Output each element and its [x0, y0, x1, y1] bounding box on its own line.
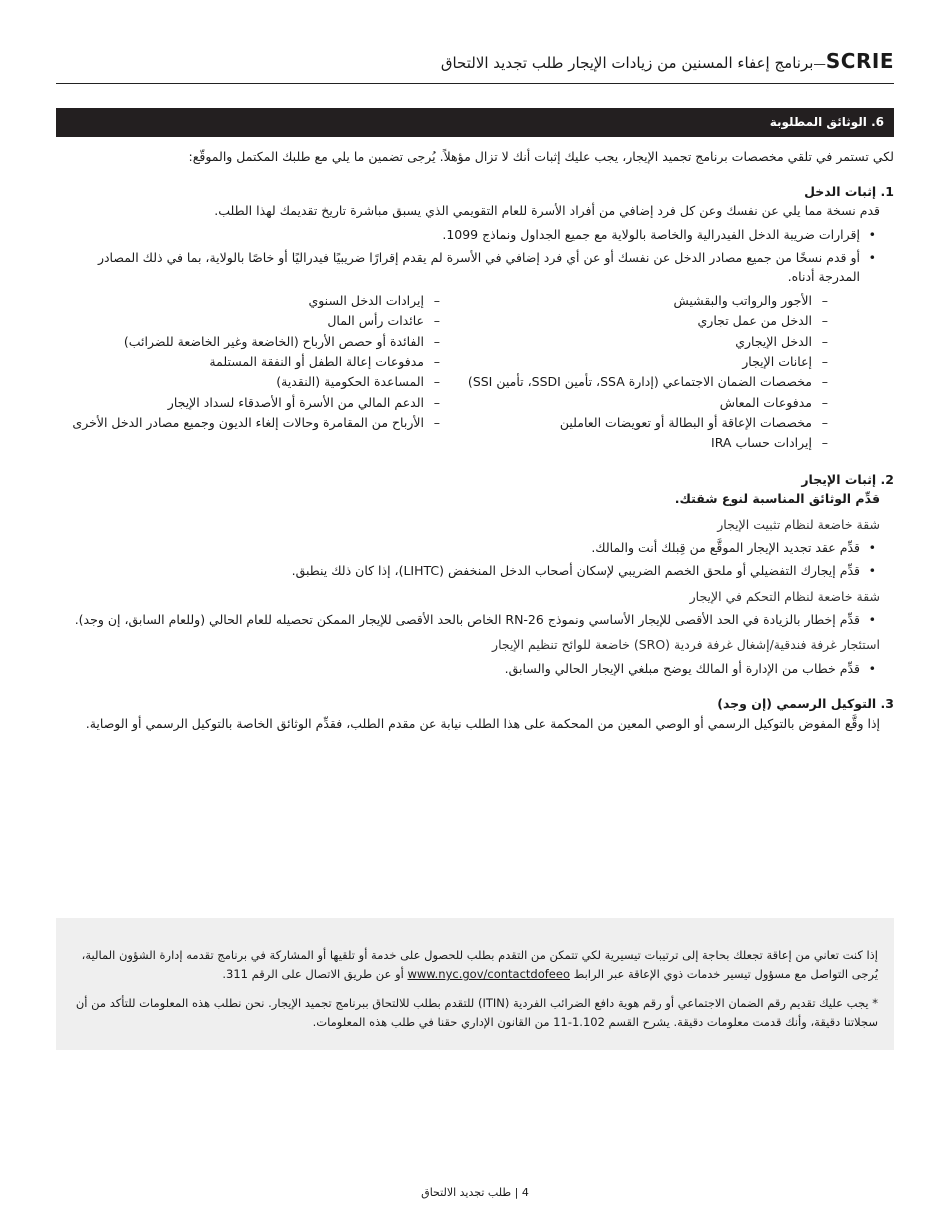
list-item: – الدعم المالي من الأسرة أو الأصدقاء لسداد الإيجار — [56, 393, 444, 412]
lease-group-label: شقة خاضعة لنظام التحكم في الإيجار — [689, 588, 880, 604]
lease-group-list — [56, 659, 894, 678]
disability-text-end: أو عن طريق الاتصال على الرقم 311. — [222, 966, 404, 981]
poa-description: إذا وقَّع المفوض بالتوكيل الرسمي أو الوصي المعين من المحكمة على هذا الطلب نيابة عن مقدم الطلب، فقدِّم الوثائق الخاصة بالتوكيل الرسمي أو الوصاية. — [85, 715, 880, 731]
list-item: • قدِّم عقد تجديد الإيجار الموقَّع من قِبلك أنت والمالك. — [56, 538, 880, 557]
list-item: – المساعدة الحكومية (النقدية) — [56, 372, 444, 391]
income-sources — [56, 291, 894, 454]
list-item: – الدخل من عمل تجاري — [444, 311, 832, 330]
lease-group-label: استئجار غرفة فندقية/إشغال غرفة فردية (SRO) خاضعة للوائح تنظيم الإيجار — [492, 637, 880, 653]
notice-box — [56, 918, 894, 1050]
poa-title: 3. التوكيل الرسمي (إن وجد) — [717, 696, 894, 712]
list-item: • أو قدم نسخًا من جميع مصادر الدخل عن نفسك أو عن أي فرد إضافي في الأسرة لم يقدم إقرارًا ضريبيًا فيدراليًا أو خاصًا بالولاية، بما في ذلك المصادر المدرجة أدناه. — [56, 248, 880, 287]
income-proof-title: 1. إثبات الدخل — [804, 183, 894, 199]
page-header — [56, 46, 894, 84]
list-item: – مخصصات الإعاقة أو البطالة أو تعويضات العاملين — [444, 413, 832, 432]
brand-name: SCRIE — [825, 49, 894, 73]
list-item: – مخصصات الضمان الاجتماعي (إدارة SSA، تأمين SSDI، تأمين SSI) — [444, 372, 832, 391]
lease-proof-instruction: قدِّم الوثائق المناسبة لنوع شقتك. — [674, 491, 880, 507]
income-proof-section — [56, 182, 894, 454]
poa-section — [56, 694, 894, 733]
lease-group-list — [56, 610, 894, 629]
list-item: • إقرارات ضريبة الدخل الفيدرالية والخاصة بالولاية مع جميع الجداول ونماذج 1099. — [56, 225, 880, 244]
page-number: 4 — [521, 1186, 529, 1199]
list-item: – الأجور والرواتب والبقشيش — [444, 291, 832, 310]
list-item: – إعانات الإيجار — [444, 352, 832, 371]
list-item: – عائدات رأس المال — [56, 311, 444, 330]
list-item: – مدفوعات المعاش — [444, 393, 832, 412]
footer-separator: | — [514, 1186, 519, 1199]
list-item: – الدخل الإيجاري — [444, 332, 832, 351]
section-title-bar: 6. الوثائق المطلوبة — [56, 108, 894, 137]
lease-group-label: شقة خاضعة لنظام تثبيت الإيجار — [717, 516, 880, 532]
disability-notice — [72, 946, 878, 984]
document-page — [56, 0, 894, 733]
list-item: – الفائدة أو حصص الأرباح (الخاضعة وغير الخاضعة للضرائب) — [56, 332, 444, 351]
ssn-notice: * يجب عليك تقديم رقم الضمان الاجتماعي أو رقم هوية دافع الضرائب الفردية (ITIN) للتقدم بطلب للالتحاق ببرنامج تجميد الإيجار. نحن نطلب هذه المعلومات للتأكد من أن سجلاتنا دقيقة، وأنك قدمت معلومات دقيقة. يشرح القسم 1.102-11 من القانون الإداري حقنا في طلب هذه المعلومات. — [75, 995, 878, 1029]
lease-proof-title: 2. إثبات الإيجار — [801, 471, 894, 487]
contact-dofeeo-link[interactable]: www.nyc.gov/contactdofeeo — [407, 966, 570, 981]
income-sources-right-column — [444, 291, 832, 454]
income-proof-list — [56, 225, 894, 287]
list-item: • قدِّم خطاب من الإدارة أو المالك يوضح مبلغي الإيجار الحالي والسابق. — [56, 659, 880, 678]
page-footer — [0, 1184, 950, 1201]
footer-form-name: طلب تجديد الالتحاق — [421, 1186, 512, 1199]
income-sources-left-column — [56, 291, 444, 454]
disability-text: إذا كنت تعاني من إعاقة تجعلك بحاجة إلى ترتيبات تيسيرية لكي تتمكن من التقدم بطلب للحصول على خدمة أو تلقيها أو المشاركة في برنامج تقدمه إدارة الشؤون المالية، يُرجى التواصل مع مسؤول تيسير خدمات ذوي الإعاقة عبر الرابط — [81, 948, 878, 981]
list-item: • قدِّم إيجارك التفضيلي أو ملحق الخصم الضريبي لإسكان أصحاب الدخل المنخفض (LIHTC)، إذا كان ذلك ينطبق. — [56, 561, 880, 580]
list-item: – الأرباح من المقامرة وحالات إلغاء الديون وجميع مصادر الدخل الأخرى — [56, 413, 444, 432]
list-item: – مدفوعات إعالة الطفل أو النفقة المستلمة — [56, 352, 444, 371]
list-item: – إيرادات حساب IRA — [444, 433, 832, 452]
lease-group-list — [56, 538, 894, 581]
header-dash: — — [813, 56, 826, 71]
list-item: • قدِّم إخطار بالزيادة في الحد الأقصى للإيجار الأساسي ونموذج RN-26 الخاص بالحد الأقصى للإيجار الممكن تحصيله للعام الحالي (وللعام السابق، إن وجد). — [56, 610, 880, 629]
income-proof-description: قدم نسخة مما يلي عن نفسك وعن كل فرد إضافي من أفراد الأسرة للعام التقويمي الذي يسبق مباشرة تاريخ تقديمك لهذا الطلب. — [214, 203, 880, 219]
page-title: برنامج إعفاء المسنين من زيادات الإيجار طلب تجديد الالتحاق — [440, 54, 814, 72]
lease-proof-section — [56, 470, 894, 678]
list-item: – إيرادات الدخل السنوي — [56, 291, 444, 310]
section-intro: لكي تستمر في تلقي مخصصات برنامج تجميد الإيجار، يجب عليك إثبات أنك لا تزال مؤهلاً. يُرجى تضمين ما يلي مع طلبك المكتمل والموقّع: — [188, 148, 894, 164]
